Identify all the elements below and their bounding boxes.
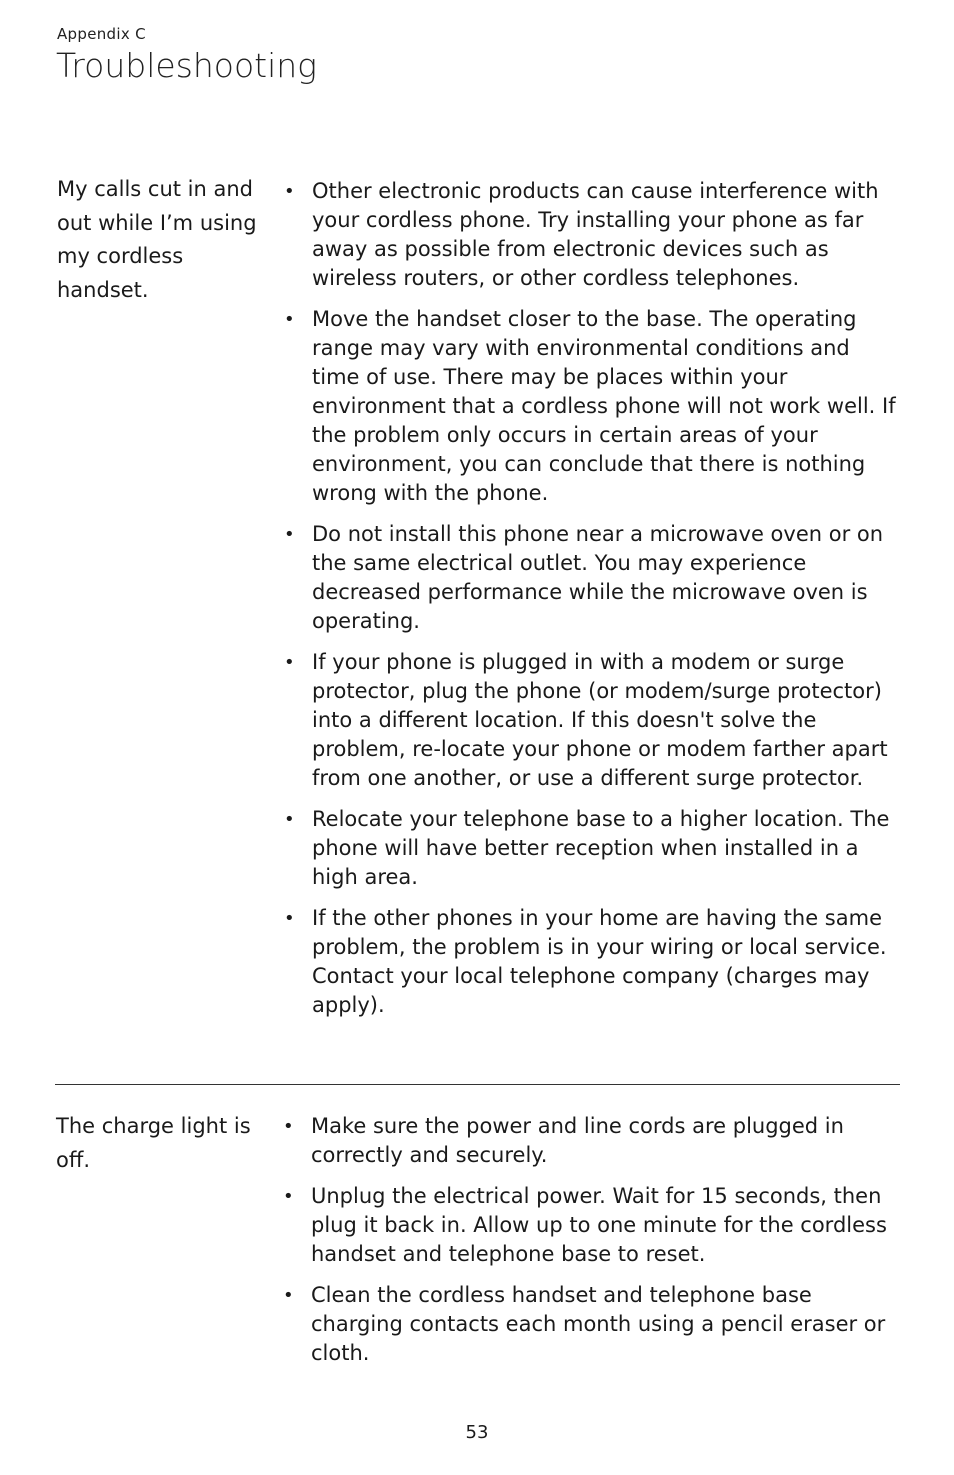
bullet-icon: • (283, 1116, 294, 1137)
page-number: 53 (465, 1422, 489, 1443)
solution-text: If your phone is plugged in with a modem or surge protector, plug the phone (or modem/surge protector) into a different location. If this doesn't solve the problem, re-locate your phone or modem farther apart from one another, or use a different surge protector. (312, 650, 888, 790)
bullet-icon: • (283, 1285, 294, 1306)
bullet-icon: • (284, 181, 295, 202)
problem-description: The charge light is off. (56, 1114, 251, 1172)
bullet-icon: • (284, 309, 295, 330)
solution-item (282, 904, 902, 1020)
solution-text: Make sure the power and line cords are plugged in correctly and securely. (311, 1114, 844, 1167)
problem-description: My calls cut in and out while I’m using my cordless handset. (57, 177, 257, 302)
solution-list (281, 1112, 901, 1380)
page-title: Troubleshooting (56, 46, 317, 85)
solution-text: Clean the cordless handset and telephone base charging contacts each month using a pencil eraser or cloth. (311, 1283, 886, 1365)
solution-text: Do not install this phone near a microwave oven or on the same electrical outlet. You may experience decreased performance while the microwave oven is operating. (312, 522, 884, 633)
solution-item (281, 1281, 901, 1368)
solution-item (282, 648, 902, 793)
solution-text: Unplug the electrical power. Wait for 15 seconds, then plug it back in. Allow up to one minute for the cordless handset and telephone base to reset. (311, 1184, 887, 1266)
section-label: Appendix C (57, 25, 146, 43)
bullet-icon: • (283, 1186, 294, 1207)
bullet-icon: • (284, 652, 295, 673)
solution-item (282, 520, 902, 636)
bullet-icon: • (284, 908, 295, 929)
solution-list (282, 177, 902, 1032)
solution-item (281, 1112, 901, 1170)
solution-item (282, 177, 902, 293)
solution-item (282, 305, 902, 508)
bullet-icon: • (284, 809, 295, 830)
solution-text: Other electronic products can cause interference with your cordless phone. Try installing your phone as far away as possible from electronic devices such as wireless routers, or other cordless telephones. (312, 179, 879, 290)
bullet-icon: • (284, 524, 295, 545)
solution-text: Move the handset closer to the base. The operating range may vary with environmental conditions and time of use. There may be places within your environment that a cordless phone will not work well. If the problem only occurs in certain areas of your environment, you can conclude that there is nothing wrong with the phone. (312, 307, 896, 505)
section-divider (55, 1084, 900, 1085)
solution-item (282, 805, 902, 892)
solution-text: If the other phones in your home are having the same problem, the problem is in your wiring or local service. Contact your local telephone company (charges may apply). (312, 906, 887, 1017)
solution-item (281, 1182, 901, 1269)
solution-text: Relocate your telephone base to a higher location. The phone will have better reception when installed in a high area. (312, 807, 890, 889)
